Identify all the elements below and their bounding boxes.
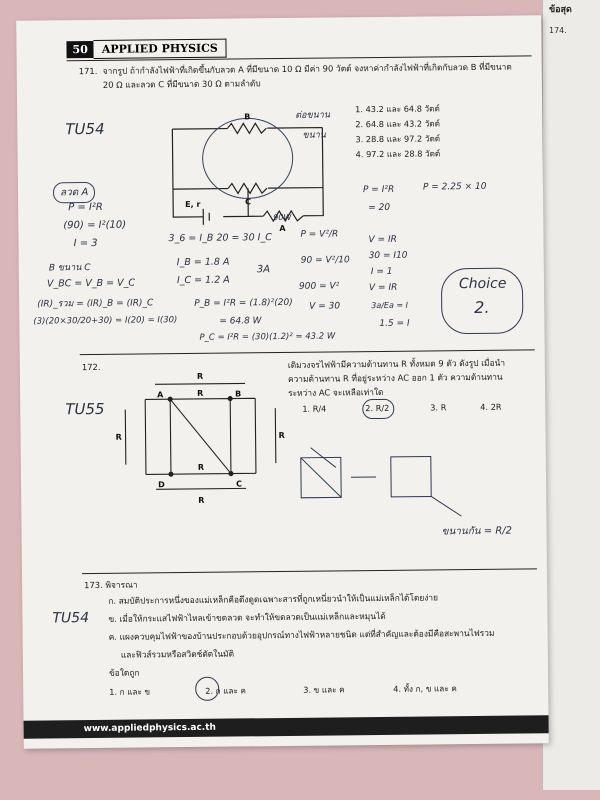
q172-r-bottom-outer: R [198, 495, 205, 505]
q172-text-line3: ระหว่าง AC จะเหลือเท่าใด [288, 386, 384, 398]
q171-resistor-b [227, 123, 266, 133]
q172-option-4: 4. 2R [480, 401, 502, 412]
q171-label-b: B [244, 112, 251, 122]
hw-q172-sketches [291, 436, 492, 528]
next-page-edge [542, 0, 600, 790]
q172-divider [82, 568, 537, 574]
next-page-header: ข้อสุด [549, 5, 572, 15]
q172-number: 172. [81, 361, 101, 373]
q172-node-a [168, 397, 172, 401]
q172-option-3: 3. R [430, 402, 447, 413]
hw-wire-a: ลวด A [53, 182, 95, 203]
q173-option-2: 2. ก และ ค [205, 685, 247, 696]
hw-90w: 90W [273, 212, 292, 223]
q171-circuit-diagram [162, 107, 353, 234]
hw-sketch-2-pointer [431, 496, 461, 516]
q171-option-2: 2. 64.8 และ 43.2 วัตต์ [355, 118, 440, 130]
q173-option-3: 3. ข และ ค [303, 684, 345, 695]
hw-ir: (IR)_รวม = (IR)_B = (IR)_C [37, 298, 154, 310]
page-header [66, 39, 227, 60]
hw-side-parallel-2: ขนาน [302, 130, 326, 141]
book-title: APPLIED PHYSICS [94, 39, 227, 59]
hw-parallel: ขนานกัน = R/2 [441, 525, 513, 538]
q172-r-right: R [278, 430, 285, 441]
hw-p3: I = 3 [73, 237, 98, 250]
hw-3a: 3A [256, 264, 271, 276]
hw-pc: P_C = I²R = (30)(1.2)² = 43.2 W [199, 331, 336, 343]
hw-i1: 3_6 = I_B 20 = 30 I_C [168, 232, 272, 245]
hw-tu54: TU54 [65, 119, 105, 139]
q172-node-c [229, 472, 233, 476]
hw-r2: = 20 [368, 202, 391, 214]
q172-text-line1: เดิมวงจรไฟฟ้ามีความต้านทาน R ทั้งหมด 9 ตัว ดังรูป เมื่อนำ [287, 357, 506, 370]
hw-b-parallel-c: B ขนาน C [48, 263, 91, 274]
q172-node-d [169, 472, 173, 476]
hw-tu55: TU55 [65, 399, 105, 419]
hw-m2: 90 = V²/10 [300, 255, 350, 266]
q173-option-2-circle [195, 677, 219, 701]
hw-sketch-1-lines [301, 447, 342, 497]
hw-r1: P = I²R [362, 184, 395, 196]
q173-prompt: ข้อใดถูก [108, 667, 140, 678]
q173-number: 173. พิจารณา [84, 579, 138, 591]
q173-item-3-cont: และฟิวส์รวมหรือสวิตช์ตัดในมัติ [120, 648, 235, 660]
next-page-number: 174. [549, 26, 567, 35]
q172-label-c: C [236, 479, 242, 489]
hw-pb1: P_B = I²R = (1.8)²(20) [194, 297, 293, 309]
footer-url: www.appliedphysics.ac.th [83, 722, 216, 735]
q171-text-line1: จากรูป ถ้ากำลังไฟฟ้าที่เกิดขึ้นกับลวด A ที่มีขนาด 10 Ω มีค่า 90 วัตต์ จงหาค่ากำลังไฟฟ้าที่เกิดกับลวด B ที่มีขนาด [102, 61, 512, 76]
hw-sketch-2 [391, 456, 431, 496]
hw-p1: P = I²R [68, 201, 103, 214]
q171-text-line2: 20 Ω และลวด C ที่มีขนาด 30 Ω ตามลำดับ [102, 78, 261, 90]
hw-side-parallel: ต่อขนาน [295, 110, 331, 121]
hw-n5: 3a/Ea = I [371, 300, 409, 311]
q172-option-2: 2. R/2 [365, 402, 390, 414]
hw-m3: 900 = V² [298, 281, 340, 292]
q171-battery [203, 209, 209, 225]
q171-label-a: A [279, 223, 286, 234]
hw-frac: (3)(20×30/20+30) = I(20) = I(30) [33, 315, 178, 327]
q171-option-3: 3. 28.8 และ 97.2 วัตต์ [355, 133, 441, 145]
hw-r3: P = 2.25 × 10 [422, 181, 487, 193]
hw-n1: V = IR [368, 234, 397, 246]
q171-number: 171. [78, 65, 98, 77]
hw-n3: I = 1 [370, 266, 393, 278]
hw-choice: Choice [458, 275, 507, 293]
q173-item-2: ข. เมื่อให้กระแสไฟฟ้าไหลเข้าขดลวด จะทำให้ขดลวดเป็นแม่เหล็กและหมุนได้ [108, 610, 386, 624]
q171-option-4: 4. 97.2 และ 28.8 วัตต์ [355, 148, 441, 160]
hw-vbc: V_BC = V_B = V_C [46, 277, 136, 290]
q172-r-top-outer: R [196, 371, 204, 381]
q172-resistor-network [115, 368, 286, 510]
q171-circuit-wires [172, 128, 323, 190]
hw-n6: 1.5 = I [379, 318, 410, 329]
q172-text-line2: ความต้านทาน R ที่อยู่ระหว่าง AC ออก 1 ตัว ความต้านทาน [287, 371, 503, 384]
q171-label-c: C [245, 197, 252, 207]
q171-label-source: E, r [185, 199, 201, 210]
hw-p2: (90) = I²(10) [63, 219, 127, 232]
q172-r-top: R [197, 388, 204, 398]
q172-label-a: A [157, 390, 164, 400]
page-number: 50 [66, 41, 93, 58]
footer-bar [24, 715, 549, 738]
hw-ib: I_B = 1.8 A [176, 256, 230, 269]
q171-option-1: 1. 43.2 และ 64.8 วัตต์ [355, 103, 440, 115]
q171-divider [80, 349, 535, 355]
hw-m4: V = 30 [309, 301, 341, 312]
q172-r-bottom: R [197, 462, 205, 472]
q172-label-d: D [158, 480, 165, 490]
hw-m1: P = V²/R [300, 229, 339, 240]
hw-pb2: = 64.8 W [219, 316, 262, 327]
q173-option-1: 1. ก และ ข [109, 686, 151, 697]
q173-option-4: 4. ทั้ง ก, ข และ ค [393, 683, 457, 694]
hw-tu54-2: TU54 [52, 610, 90, 627]
q172-node-b [228, 397, 232, 401]
q172-option-2-circle [362, 399, 394, 419]
q173-item-1: ก. สมบัติประการหนึ่งของแม่เหล็กคือดึงดูดเฉพาะสารที่ถูกเหนี่ยวนำให้เป็นแม่เหล็กได้โดยง่าย [108, 592, 439, 606]
hw-n4: V = IR [368, 282, 398, 294]
textbook-page [16, 15, 549, 748]
q172-option-1: 1. R/4 [302, 403, 327, 414]
hw-n2: 30 = I10 [368, 250, 408, 262]
hw-choice-number: 2. [474, 297, 490, 317]
q172-label-b: B [235, 389, 242, 399]
q173-item-3: ค. แผงควบคุมไฟฟ้าของบ้านประกอบด้วยอุปกรณ์ทางไฟฟ้าหลายชนิด แต่ที่สำคัญและต้องมีคือสะพานไฟรวม [108, 627, 495, 642]
hw-ic: I_C = 1.2 A [176, 274, 230, 287]
q172-r-left: R [115, 432, 122, 442]
